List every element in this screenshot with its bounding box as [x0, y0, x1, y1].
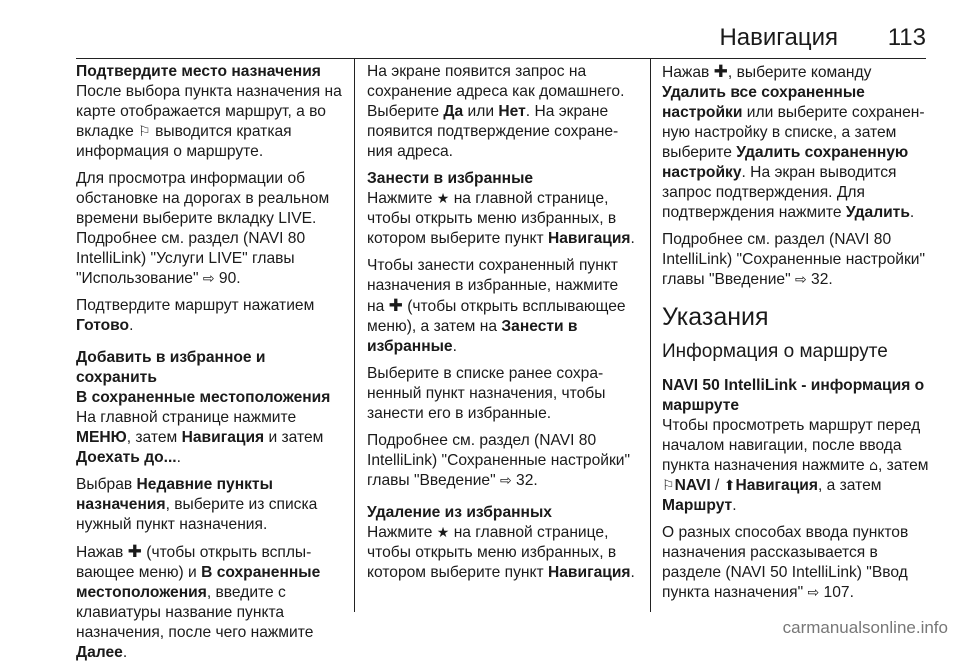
column-2 [367, 62, 637, 590]
heading-add-to-favorites: Занести в избранные [367, 170, 534, 187]
watermark: carmanualsonline.info [782, 618, 948, 637]
paragraph: Подробнее см. раздел (NAVI 80 IntelliLink) "Сохраненные настройки" главы "Введение" ⇨ 32. [367, 432, 631, 489]
paragraph: Подробнее см. раздел (NAVI 80 IntelliLink) "Сохраненные настройки" главы "Введение" ⇨ 32. [662, 231, 926, 288]
heading-confirm-destination: Подтвердите место назначения [76, 63, 321, 80]
flag-icon: ⚐ [138, 124, 151, 140]
paragraph: Выберите в списке ранее сохра-ненный пункт назначения, чтобы занести его в избранные. [367, 365, 606, 422]
paragraph: Нажав ✚ (чтобы открыть всплы-вающее меню) и В сохраненные местоположения, введите с клавиатуры название пункта назначения, после чего нажмите Далее. [76, 542, 321, 661]
section-title: Навигация [719, 24, 838, 51]
page-ref-icon: ⇨ [202, 271, 215, 287]
column-divider [650, 58, 651, 612]
heading-add-favorites: Добавить в избранное и сохранить [76, 349, 266, 386]
paragraph: Выбрав Недавние пункты назначения, выберите из списка нужный пункт назначения. [76, 476, 318, 533]
plus-icon: ✚ [713, 62, 728, 82]
column-3 [662, 62, 932, 610]
page-header [76, 22, 926, 52]
paragraph: Для просмотра информации об обстановке на дорогах в реальном времени выберите вкладку LIVE. Подробнее см. раздел (NAVI 80 IntelliLink) "Услуги LIVE" главы "Использование" ⇨ 90. [76, 170, 330, 287]
heading-navi50-route-info: NAVI 50 IntelliLink - информация о маршруте [662, 377, 925, 414]
navigation-arrow-icon: ⬆ [723, 478, 736, 494]
paragraph: Чтобы занести сохраненный пункт назначения в избранные, нажмите на ✚ (чтобы открыть всплывающее меню), а затем на Занести в избранные. [367, 257, 626, 355]
heading-remove-favorites: Удаление из избранных [367, 504, 552, 521]
section-subtitle: Информация о маршруте [662, 341, 888, 362]
page-ref-icon: ⇨ [807, 585, 820, 601]
paragraph: О разных способах ввода пунктов назначения рассказывается в разделе (NAVI 50 IntelliLink) "Ввод пункта назначения" ⇨ 107. [662, 524, 909, 601]
star-icon: ★ [436, 191, 450, 207]
page-number: 113 [887, 24, 926, 51]
paragraph: После выбора пункта назначения на карте отображается маршрут, а во вкладке ⚐ выводится краткая информация о маршруте. [76, 83, 342, 160]
paragraph: На главной странице нажмите МЕНЮ, затем Навигация и затем Доехать до.... [76, 409, 324, 466]
column-divider [354, 58, 355, 612]
star-icon: ★ [436, 525, 450, 541]
plus-icon: ✚ [388, 296, 403, 316]
flag-icon: ⚐ [662, 478, 675, 494]
page-ref-icon: ⇨ [794, 272, 807, 288]
paragraph: Чтобы просмотреть маршрут перед началом навигации, после ввода пункта назначения нажмите ⌂, затем ⚐NAVI / ⬆Навигация, а затем Маршрут. [662, 417, 929, 514]
header-rule [76, 58, 926, 59]
heading-saved-locations: В сохраненные местоположения [76, 389, 331, 406]
paragraph: На экране появится запрос на сохранение адреса как домашнего. Выберите Да или Нет. На экране появится подтверждение сохране-ния адреса. [367, 63, 625, 160]
home-icon: ⌂ [869, 458, 878, 474]
paragraph: Нажав ✚, выберите команду Удалить все сохраненные настройки или выберите сохранен-ную настройку в списке, а затем выберите Удалить сохраненную настройку. На экран выводится запрос подтверждения. Для подтверждения нажмите Удалить. [662, 62, 925, 221]
paragraph: Нажмите ★ на главной странице, чтобы открыть меню избранных, в котором выберите пункт Навигация. [367, 524, 635, 581]
chapter-title: Указания [662, 303, 769, 331]
paragraph: Нажмите ★ на главной странице, чтобы открыть меню избранных, в котором выберите пункт Навигация. [367, 190, 635, 247]
page-ref-icon: ⇨ [499, 473, 512, 489]
plus-icon: ✚ [127, 542, 142, 562]
paragraph: Подтвердите маршрут нажатием Готово. [76, 297, 315, 334]
column-1 [76, 62, 342, 670]
